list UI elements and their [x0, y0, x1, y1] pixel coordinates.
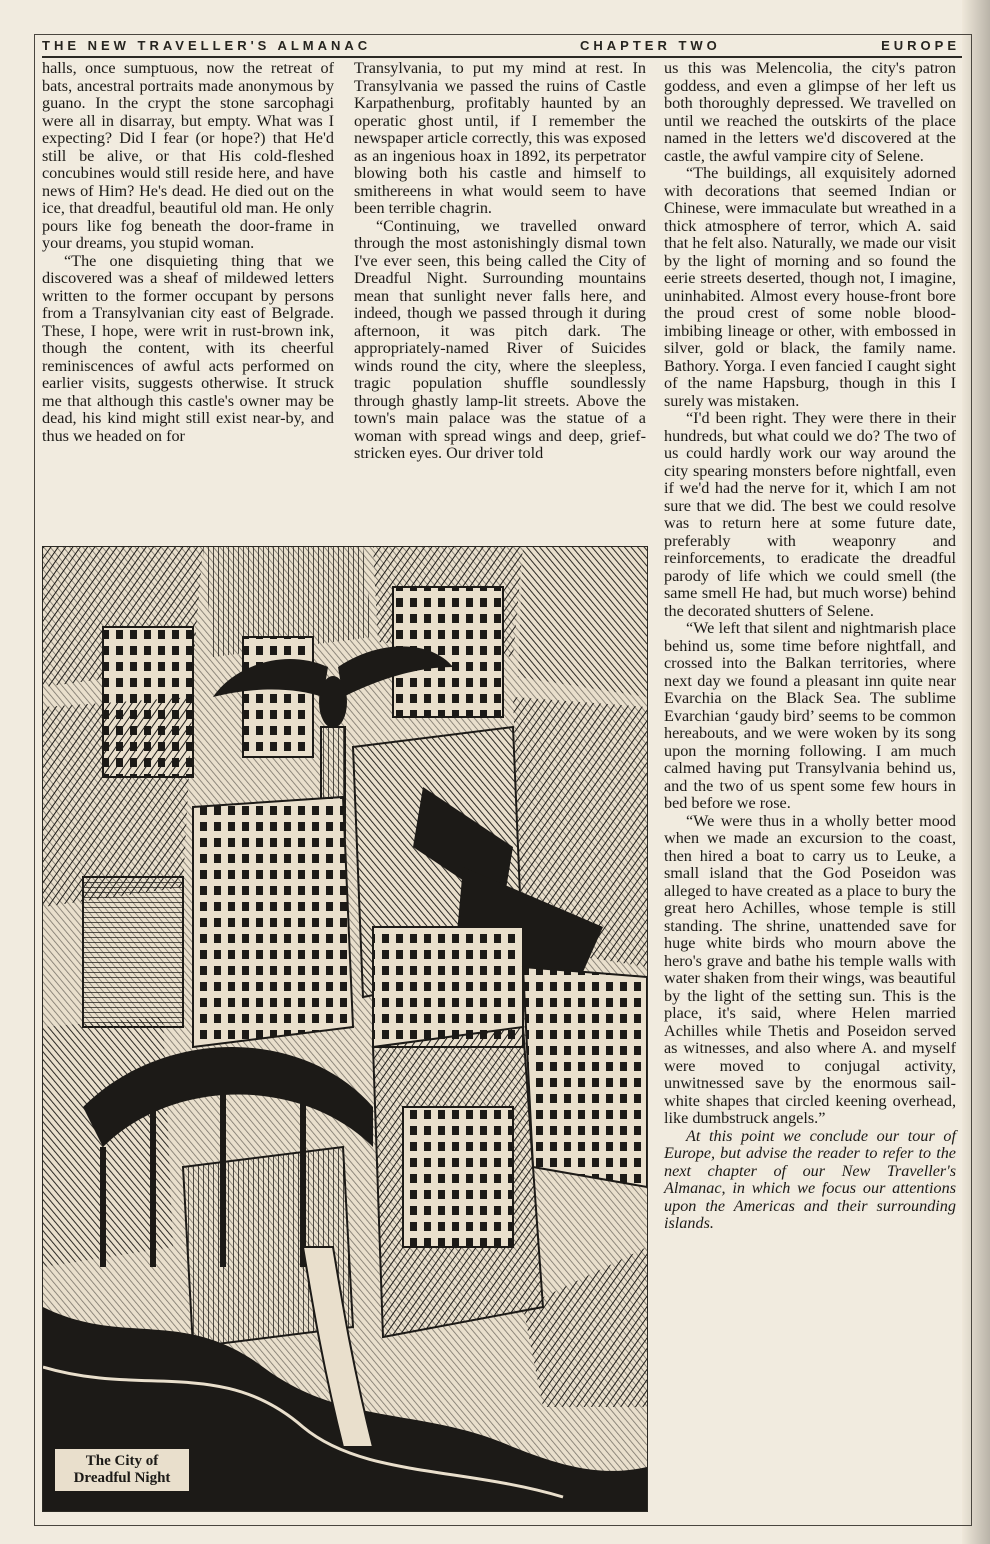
paragraph: halls, once sumptuous, now the retreat of bats, ancestral portraits made anonymous by guano. In the crypt the stone sarcophagi were all in disarray, but empty. What was I expecting? Did I fear (or hope?) that He'd still be alive, or that His cold-fleshed concubines would still reside here, and have news of Him? He's dead. He died out on the ice, that dreadful, beautiful old man. He only pours like fog beneath the door-frame in your dreams, you stupid woman.: [42, 59, 334, 252]
closing-paragraph: At this point we conclude our tour of Europe, but advise the reader to refer to the next chapter of our New Traveller's Almanac, in which we focus our attentions upon the Americas and their surrounding islands.: [664, 1126, 956, 1232]
chapter-label: CHAPTER TWO: [580, 38, 721, 53]
section-label: EUROPE: [881, 38, 960, 53]
caption-line: The City of: [85, 1453, 159, 1469]
book-title: THE NEW TRAVELLER'S ALMANAC: [42, 38, 372, 53]
illustration-caption: [55, 1449, 189, 1491]
paragraph: Transylvania, to put my mind at rest. In Transylvania we passed the ruins of Castle Karpathenburg, profitably haunted by an operatic ghost until, if I remember the newspaper article correctly, this was exposed as an ingenious hoax in 1892, its perpetrator blowing both his castle and himself to smithereens in what would seem to have been terrible chagrin.: [354, 59, 647, 217]
paragraph: us this was Melencolia, the city's patron goddess, and even a glimpse of her left us both thoroughly depressed. We travelled on until we reached the outskirts of the place named in the letters we'd discovered at the castle, the awful vampire city of Selene.: [664, 59, 956, 165]
paragraph: “We left that silent and nightmarish place behind us, some time before nightfall, and crossed into the Balkan territories, where next day we found a pleasant inn quite near Evarchia on the Black Sea. The sublime Evarchian ‘gaudy bird’ seems to be common hereabouts, and we were woken by its song upon the morning following. I am much calmed having put Transylvania behind us, and the two of us spent some few hours in bed before we rose.: [664, 619, 956, 812]
paragraph: “Continuing, we travelled onward through the most astonishingly dismal town I've ever seen, this being called the City of Dreadful Night. Surrounding mountains mean that sunlight never falls here, and indeed, though we passed through it during afternoon, it was pitch dark. The appropriately-named River of Suicides winds round the city, where the sleepless, tragic population shuffle soundlessly through ghastly lamp-lit streets. Above the town's main palace was the statue of a woman with spread wings and deep, grief-stricken eyes. Our driver told: [354, 216, 646, 462]
city-engraving: [43, 547, 647, 1511]
paragraph: “I'd been right. They were there in their hundreds, but what could we do? The two of us could hardly work our way around the city spearing monsters before nightfall, even if we'd had the nerve for it, which I am not sure that we did. The best we could resolve was to return here at some future date, preferably with weaponry and reinforcements, to eradicate the dreadful parody of life which we could smell (the same smell He had, but much worse) behind the decorated shutters of Selene.: [664, 409, 956, 620]
city-illustration: [42, 546, 648, 1512]
text-column-2: [354, 60, 646, 463]
text-column-3: [664, 60, 956, 1233]
caption-line: Dreadful Night: [73, 1470, 171, 1486]
running-head: [42, 36, 962, 58]
paragraph: “We were thus in a wholly better mood when we made an excursion to the coast, then hired a boat to carry us to Leuke, a small island that the God Poseidon was alleged to have created as a place to bury the great hero Achilles, whose temple is still standing. The shrine, unattended save for huge white birds who mourn above the hero's grave and bathe his temple walls with water shaken from their wings, was beautiful by the light of the setting sun. This is the place, it's said, where Helen married Achilles while Thetis and Poseidon served as witnesses, and also where A. and myself were moved to conjugal activity, unwitnessed save by the enormous sail-white shapes that circled keening overhead, like dumbstruck angels.”: [664, 811, 956, 1127]
paragraph: “The one disquieting thing that we discovered was a sheaf of mildewed letters written to the former occupant by persons from a Transylvanian city east of Belgrade. These, I hope, were writ in rust-brown ink, though the content, with its cheerful reminiscences of awful acts performed on earlier visits, suggests otherwise. It struck me that although this castle's owner may be dead, his kind might still exist near-by, and thus we headed on for: [42, 251, 334, 445]
text-column-1: [42, 60, 334, 445]
paragraph: “The buildings, all exquisitely adorned with decorations that seemed Indian or Chinese, were immaculate but wreathed in a thick atmosphere of terror, which A. said that he felt also. Naturally, we made our visit by the light of morning and so found the eerie streets deserted, though not, I imagine, uninhabited. Almost every house-front bore the proud crest of some noble blood-imbibing lineage or other, with embossed in silver, gold or black, the family name. Bathory. Yorga. I even fancied I caught sight of the name Hapsburg, though in this I surely was mistaken.: [664, 164, 956, 410]
